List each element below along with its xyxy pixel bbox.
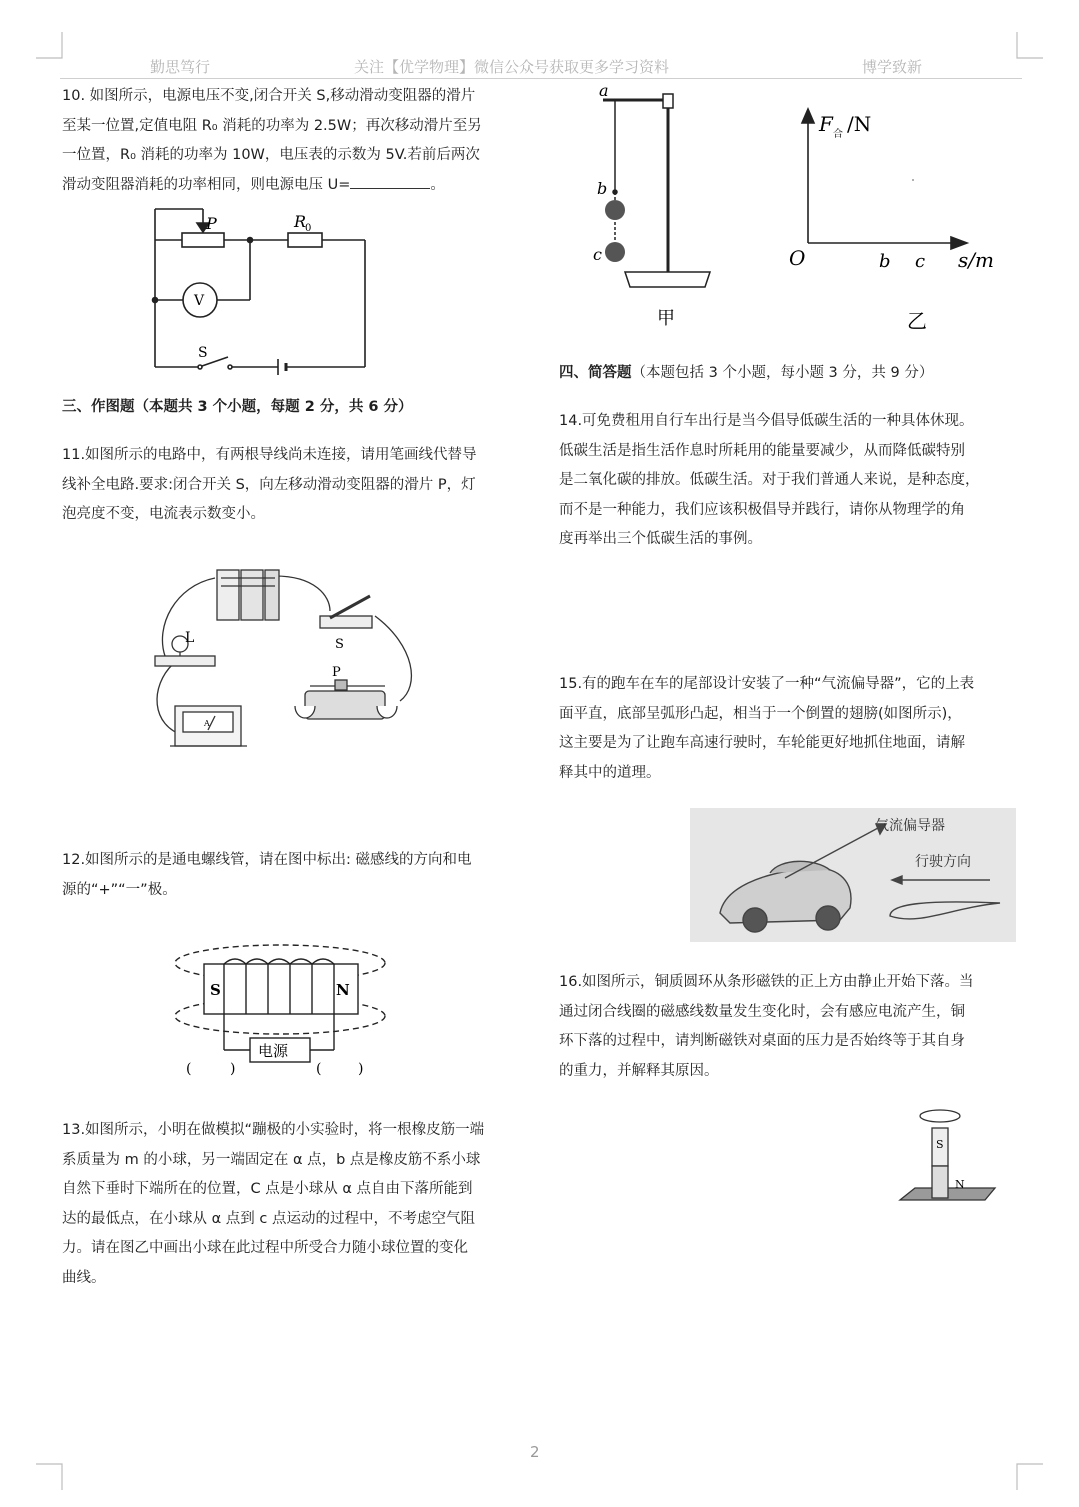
q14-line: 低碳生活是指生活作息时所耗用的能量要减少，从而降低碳特别 (559, 442, 965, 459)
q16-magnet-figure (895, 1102, 1005, 1212)
q16-line: 16.如图所示，铜质圆环从条形磁铁的正上方由静止开始下落。当 (559, 974, 974, 990)
header-center: 关注【优学物理】微信公众号获取更多学习资料 (354, 58, 670, 76)
label-r0: R (294, 212, 307, 231)
q13-line: 曲线。 (62, 1269, 106, 1286)
q10-line: 滑动变阻器消耗的功率相同，则电源电压 U= 。 (62, 171, 532, 201)
q10-line: 一位置，R₀ 消耗的功率为 10W，电压表的示数为 5V.若前后两次 (62, 147, 480, 163)
question-16 (559, 968, 1029, 1086)
label-magnet-s: S (936, 1138, 944, 1151)
q10-line: 10. 如图所示，电源电压不变,闭合开关 S,移动滑动变阻器的滑片 (62, 88, 476, 104)
label-jia: 甲 (657, 308, 675, 329)
question-14 (559, 407, 1029, 555)
q12-line: 源的“+”“一”极。 (62, 881, 177, 898)
label-lamp-l: L (185, 630, 195, 646)
ball-lower (605, 242, 625, 262)
label-point-c: c (593, 245, 602, 264)
q12-line: 12.如图所示的是通电螺线管，请在图中标出: 磁感线的方向和电 (62, 852, 472, 868)
label-ammeter-a: A (204, 719, 210, 728)
label-power-source: 电源 (258, 1042, 289, 1060)
paren-left-open[interactable]: ( (186, 1061, 192, 1077)
question-11 (62, 441, 532, 530)
label-f: F (819, 112, 833, 136)
question-15 (559, 670, 1029, 788)
page-number: 2 (530, 1443, 540, 1461)
answer-blank[interactable] (350, 173, 430, 189)
label-point-a: a (599, 82, 609, 100)
header-right: 博学致新 (862, 58, 923, 76)
q14-line: 度再举出三个低碳生活的事例。 (559, 531, 762, 547)
label-origin: O (789, 246, 806, 270)
label-air-deflector: 气流偏导器 (875, 818, 945, 834)
label-s-pole: S (210, 981, 221, 999)
question-10 (62, 82, 532, 200)
q16-line: 通过闭合线圈的磁感线数量发生变化时，会有感应电流产生，铜 (559, 1003, 965, 1020)
q13-figure-yi-graph (775, 95, 1035, 340)
q14-line: 而不是一种能力，我们应该积极倡导并践行，请你从物理学的角 (559, 501, 965, 518)
q13-line: 力。请在图乙中画出小球在此过程中所受合力随小球位置的变化 (62, 1240, 468, 1256)
q15-car-photo (690, 808, 1016, 942)
q13-line: 13.如图所示，小明在做模拟“蹦极的小实验时，将一根橡皮筋一端 (62, 1122, 485, 1138)
section-3-title: 三、作图题（本题共 3 个小题，每题 2 分，共 6 分） (62, 399, 413, 415)
section-4-title: 四、简答题（本题包括 3 个小题，每小题 3 分，共 9 分） (559, 365, 934, 381)
label-f-sub: 合 (833, 129, 843, 140)
paren-left-close: ) (230, 1061, 236, 1077)
label-magnet-n: N (955, 1178, 965, 1191)
label-s-axis: s/m (958, 248, 994, 272)
label-driving-direction: 行驶方向 (915, 854, 971, 870)
label-n-pole: N (336, 981, 350, 999)
q12-solenoid-diagram (168, 938, 408, 1083)
label-f-unit: /N (847, 112, 872, 136)
q11-line: 线补全电路.要求:闭合开关 S，向左移动滑动变阻器的滑片 P，灯 (62, 476, 476, 493)
q13-line: 自然下垂时下端所在的位置，C 点是小球从 α 点自由下落所能到 (62, 1181, 473, 1197)
q13-line: 达的最低点，在小球从 α 点到 c 点运动的过程中，不考虑空气阻 (62, 1210, 475, 1227)
tick-c: c (915, 251, 926, 272)
q16-line: 的重力，并解释其原因。 (559, 1062, 719, 1079)
label-switch-s: S (335, 637, 344, 652)
q10-line: 至某一位置,定值电阻 R₀ 消耗的功率为 2.5W；再次移动滑片至另 (62, 117, 482, 134)
q15-line: 这主要是为了让跑车高速行驶时，车轮能更好地抓住地面，请解 (559, 735, 965, 751)
paren-right-open[interactable]: ( (316, 1061, 322, 1077)
label-r0-sub: 0 (305, 223, 312, 234)
label-voltmeter: V (194, 293, 205, 309)
q15-line: 面平直，底部呈弧形凸起，相当于一个倒置的翅膀(如图所示)， (559, 705, 962, 722)
q10-circuit-diagram (140, 195, 380, 375)
copper-ring (920, 1110, 960, 1122)
q11-circuit-picture (145, 556, 425, 756)
q11-line: 泡亮度不变，电流表示数变小。 (62, 506, 265, 522)
label-slider-p: P (332, 665, 341, 680)
question-13 (62, 1116, 532, 1293)
q15-line: 释其中的道理。 (559, 764, 661, 781)
magnet-lower (932, 1166, 948, 1198)
header-left: 勤思笃行 (150, 58, 211, 76)
q11-line: 11.如图所示的电路中，有两根导线尚未连接，请用笔画线代替导 (62, 447, 477, 463)
q13-figure-jia (585, 82, 735, 332)
label-yi: 乙 (907, 309, 927, 333)
question-12 (62, 846, 532, 905)
label-p: P (206, 214, 217, 233)
header-divider (60, 78, 1022, 79)
ball-upper (605, 200, 625, 220)
paren-right-close: ) (358, 1061, 364, 1077)
tick-b: b (879, 251, 891, 272)
q16-line: 环下落的过程中，请判断磁铁对桌面的压力是否始终等于其自身 (559, 1033, 965, 1049)
q14-line: 是二氧化碳的排放。低碳生活。对于我们普通人来说，是种态度， (559, 472, 980, 488)
label-point-b: b (597, 179, 608, 198)
q13-line: 系质量为 m 的小球，另一端固定在 α 点，b 点是橡皮筋不系小球 (62, 1151, 481, 1168)
label-switch: S (198, 345, 208, 361)
q15-line: 15.有的跑车在车的尾部设计安装了一种“气流偏导器”，它的上表 (559, 676, 975, 692)
q14-line: 14.可免费租用自行车出行是当今倡导低碳生活的一种具体休现。 (559, 413, 974, 429)
